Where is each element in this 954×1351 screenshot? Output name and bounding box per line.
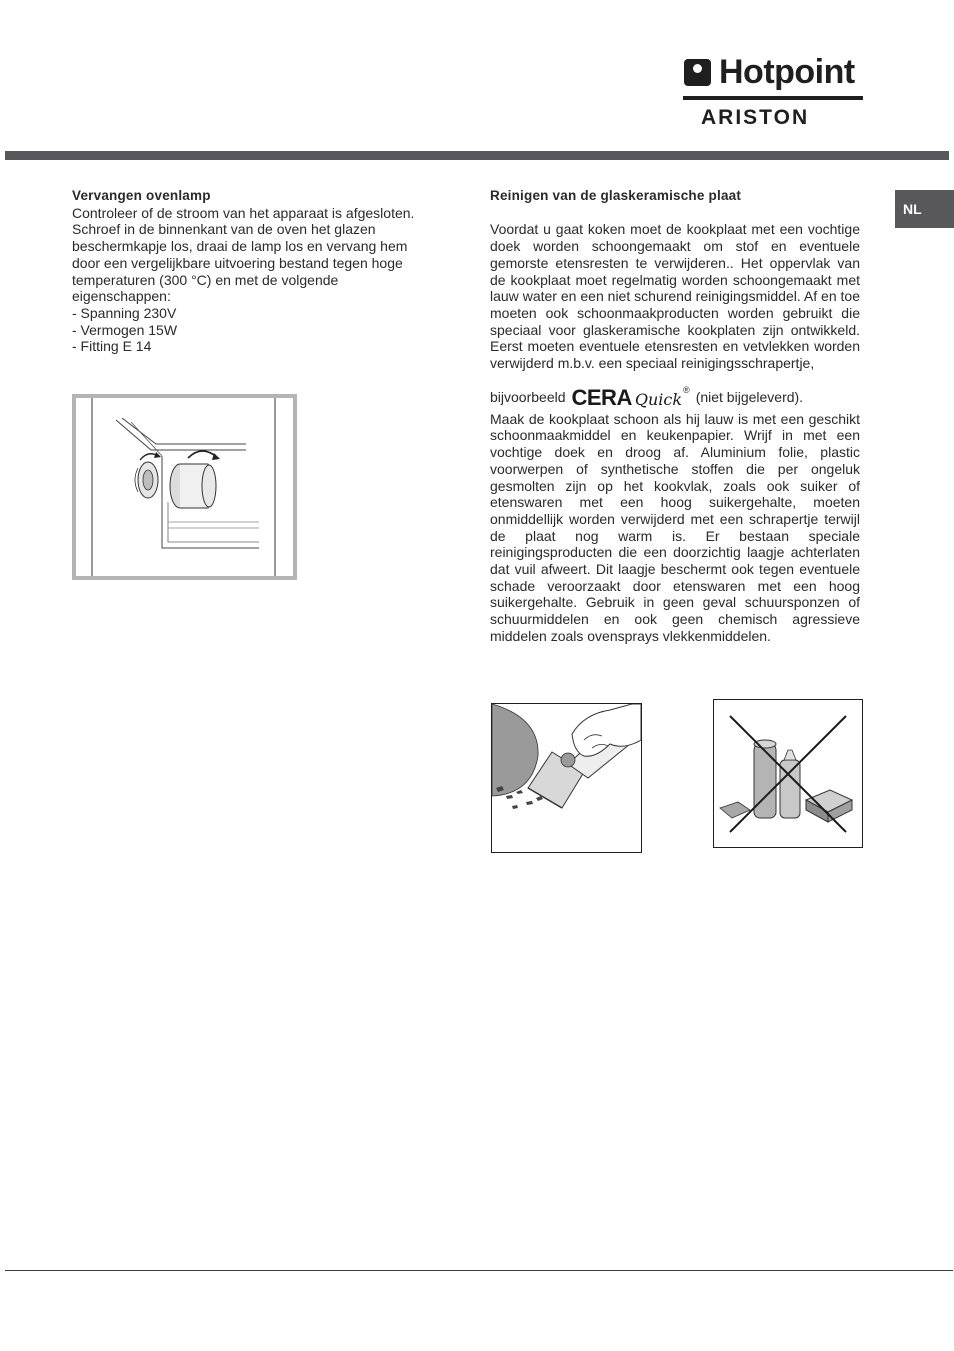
scraper-illustration [491,703,642,853]
lamp-line: door een vergelijkbare uitvoering bestand tegen hoge [72,254,403,271]
lamp-line: Controleer of de stroom van het apparaat is afgesloten. [72,204,415,221]
lamp-spec: - Vermogen 15W [72,321,178,338]
lamp-line: temperaturen (300 °C) en met de volgende [72,271,339,288]
cera-example-line [490,385,860,411]
lamp-section-title: Vervangen ovenlamp [72,188,211,203]
logo-divider [683,96,863,100]
cleaning-section [490,188,860,645]
example-prefix: bijvoorbeeld [490,389,566,406]
language-tab: NL [895,190,954,228]
brand-logo [683,53,863,130]
lamp-line: Schroef in de binnenkant van de oven het glazen [72,221,376,238]
footer-rule [5,1270,953,1271]
lamp-spec: - Spanning 230V [72,304,177,321]
lamp-line: eigenschappen: [72,288,171,305]
header-bar [5,151,949,160]
lamp-spec: - Fitting E 14 [72,338,152,355]
oven-lamp-illustration [72,394,297,580]
hotpoint-mark-icon [684,59,711,86]
cera-script-text: Quick [634,390,683,410]
cera-quick-logo [571,384,690,410]
cera-brand-text: CERA [571,384,632,410]
cleaning-section-title: Reinigen van de glaskeramische plaat [490,188,742,203]
cleaning-paragraph-1: Voordat u gaat koken moet de kookplaat met een vochtige doek worden schoongemaakt om stof en eventuele gemorste etensresten te verwijderen.. Het oppervlak van de kookplaat moet regelmatig worden schoongemaakt met lauw water en een niet schurend reinigingsmiddel. Af en toe moeten ook schoonmaakproducten worden gebruikt die speciaal voor glaskeramische kookplaten zijn ontwikkeld. Eerst moeten eventuele etensresten en vetvlekken worden verwijderd m.b.v. een speciaal reinigingsschrapertje, [490,221,860,372]
lamp-section [72,188,452,355]
brand-subname: ARISTON [701,106,810,129]
lamp-line: beschermkapje los, draai de lamp los en vervang hem [72,238,408,255]
cleaning-paragraph-2: Maak de kookplaat schoon als hij lauw is met een geschikt schoonmaakmiddel en keukenpapier. Wrijf in met een vochtige doek en droog af. Aluminium folie, plastic voorwerpen of synthetische stoffen die per ongeluk gesmolten zijn op het kookvlak, zoals ook suiker of etenswaren met een hoog suikergehalte, moeten onmiddellijk worden verwijderd met een schrapertje terwijl de plaat nog warm is. Er bestaan speciale reinigingsproducten die een doorzichtig laagje achterlaten dat vuil afweert. Dit laagje beschermt ook tegen eventuele schade veroorzaakt door etenswaren met een hoog suikergehalte. Gebruik in geen geval schuursponzen of schuurmiddelen en ook geen chemisch agressieve middelen zoals ovensprays vlekkenmiddelen. [490,410,860,644]
registered-mark: ® [683,385,690,396]
abrasive-products-crossed-illustration [713,699,863,848]
brand-name: Hotpoint [719,53,855,91]
example-suffix: (niet bijgeleverd). [695,389,804,406]
